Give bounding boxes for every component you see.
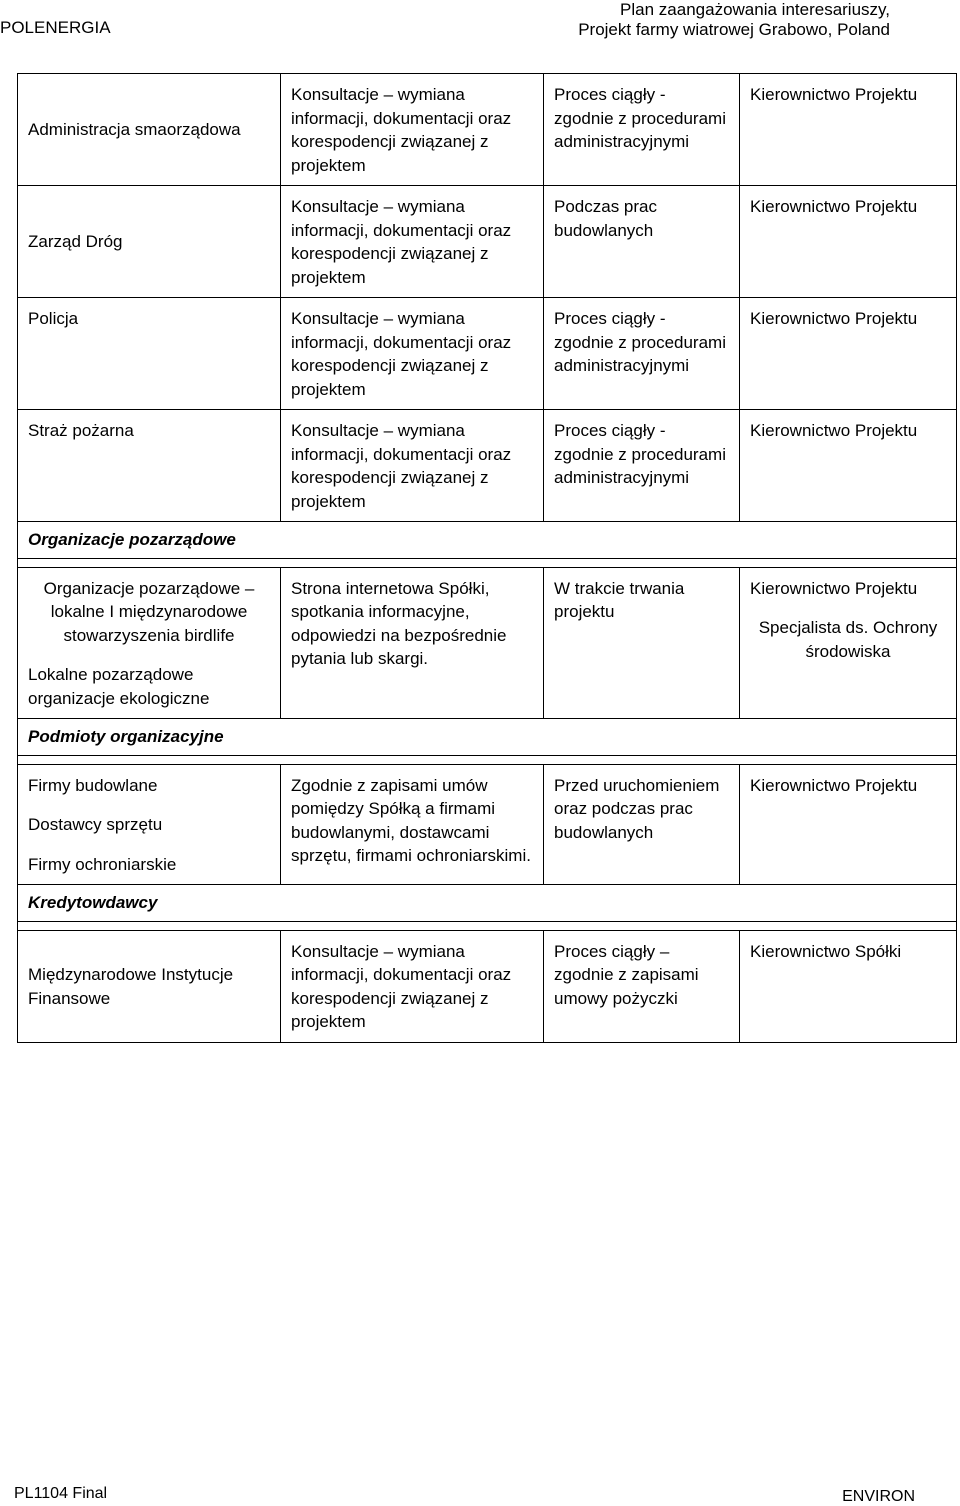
stakeholder-cell: Zarząd Dróg	[18, 186, 281, 298]
responsible-cell: Kierownictwo Projektu	[740, 74, 957, 186]
stakeholder-cell: Policja	[18, 298, 281, 410]
timing-cell: Przed uruchomieniem oraz podczas prac budowlanych	[544, 764, 740, 885]
document-title	[578, 0, 890, 40]
stakeholder-entry: Organizacje pozarządowe – lokalne I międzynarodowe stowarzyszenia birdlife	[43, 578, 255, 645]
stakeholder-cell: Międzynarodowe Instytucje Finansowe	[18, 930, 281, 1042]
spacer-cell	[18, 755, 957, 764]
table-row	[18, 410, 957, 522]
section-row	[18, 522, 957, 559]
responsible-cell: Kierownictwo Projektu	[740, 298, 957, 410]
stakeholder-entry: Firmy ochroniarskie	[28, 854, 177, 874]
responsible-cell: Kierownictwo Projektu	[740, 186, 957, 298]
table-row	[18, 764, 957, 885]
section-spacer	[18, 921, 957, 930]
stakeholder-cell: Straż pożarna	[18, 410, 281, 522]
section-row	[18, 885, 957, 922]
timing-cell: Proces ciągły – zgodnie z zapisami umowy pożyczki	[544, 930, 740, 1042]
timing-cell: Podczas prac budowlanych	[544, 186, 740, 298]
responsible-entry: Specjalista ds. Ochrony środowiska	[758, 618, 938, 661]
section-heading-creditors: Kredytowdawcy	[18, 885, 957, 922]
method-cell: Zgodnie z zapisami umów pomiędzy Spółką a firmami budowlanymi, dostawcami sprzętu, firmami ochroniarskimi.	[281, 764, 544, 885]
table-row	[18, 74, 957, 186]
stakeholder-cell	[18, 567, 281, 719]
spacer-cell	[18, 558, 957, 567]
timing-cell: Proces ciągły - zgodnie z procedurami administracyjnymi	[544, 74, 740, 186]
table-row	[18, 186, 957, 298]
stakeholder-cell: Administracja smaorządowa	[18, 74, 281, 186]
method-cell: Konsultacje – wymiana informacji, dokumentacji oraz korespodencji związanej z projektem	[281, 298, 544, 410]
responsible-cell	[740, 567, 957, 719]
stakeholder-cell	[18, 764, 281, 885]
document-reference: PL1104 Final	[14, 1485, 108, 1502]
section-heading-organizational: Podmioty organizacyjne	[18, 719, 957, 756]
responsible-cell: Kierownictwo Spółki	[740, 930, 957, 1042]
section-spacer	[18, 558, 957, 567]
timing-cell: Proces ciągły - zgodnie z procedurami administracyjnymi	[544, 410, 740, 522]
section-heading-ngo: Organizacje pozarządowe	[18, 522, 957, 559]
spacer-cell	[18, 921, 957, 930]
method-cell: Konsultacje – wymiana informacji, dokumentacji oraz korespodencji związanej z projektem	[281, 74, 544, 186]
section-spacer	[18, 755, 957, 764]
timing-cell: W trakcie trwania projektu	[544, 567, 740, 719]
stakeholder-entry: Firmy budowlane	[28, 775, 158, 795]
company-name: POLENERGIA	[0, 18, 111, 37]
stakeholder-engagement-table	[17, 73, 957, 1043]
responsible-entry: Kierownictwo Projektu	[750, 578, 918, 598]
method-cell: Konsultacje – wymiana informacji, dokumentacji oraz korespodencji związanej z projektem	[281, 930, 544, 1042]
stakeholder-entry: Dostawcy sprzętu	[28, 815, 163, 834]
responsible-cell: Kierownictwo Projektu	[740, 764, 957, 885]
responsible-cell: Kierownictwo Projektu	[740, 410, 957, 522]
table-row	[18, 298, 957, 410]
method-cell: Konsultacje – wymiana informacji, dokumentacji oraz korespodencji związanej z projektem	[281, 186, 544, 298]
timing-cell: Proces ciągły - zgodnie z procedurami administracyjnymi	[544, 298, 740, 410]
table-row	[18, 567, 957, 719]
method-cell: Konsultacje – wymiana informacji, dokumentacji oraz korespodencji związanej z projektem	[281, 410, 544, 522]
stakeholder-entry: Lokalne pozarządowe organizacje ekologiczne	[28, 665, 210, 708]
document-title-line-1: Plan zaangażowania interesariuszy,	[620, 0, 890, 19]
brand-name: ENVIRON	[842, 1488, 915, 1505]
section-row	[18, 719, 957, 756]
table-row	[18, 930, 957, 1042]
method-cell: Strona internetowa Spółki, spotkania informacyjne, odpowiedzi na bezpośrednie pytania lub skargi.	[281, 567, 544, 719]
document-title-line-2: Projekt farmy wiatrowej Grabowo, Poland	[578, 20, 890, 39]
